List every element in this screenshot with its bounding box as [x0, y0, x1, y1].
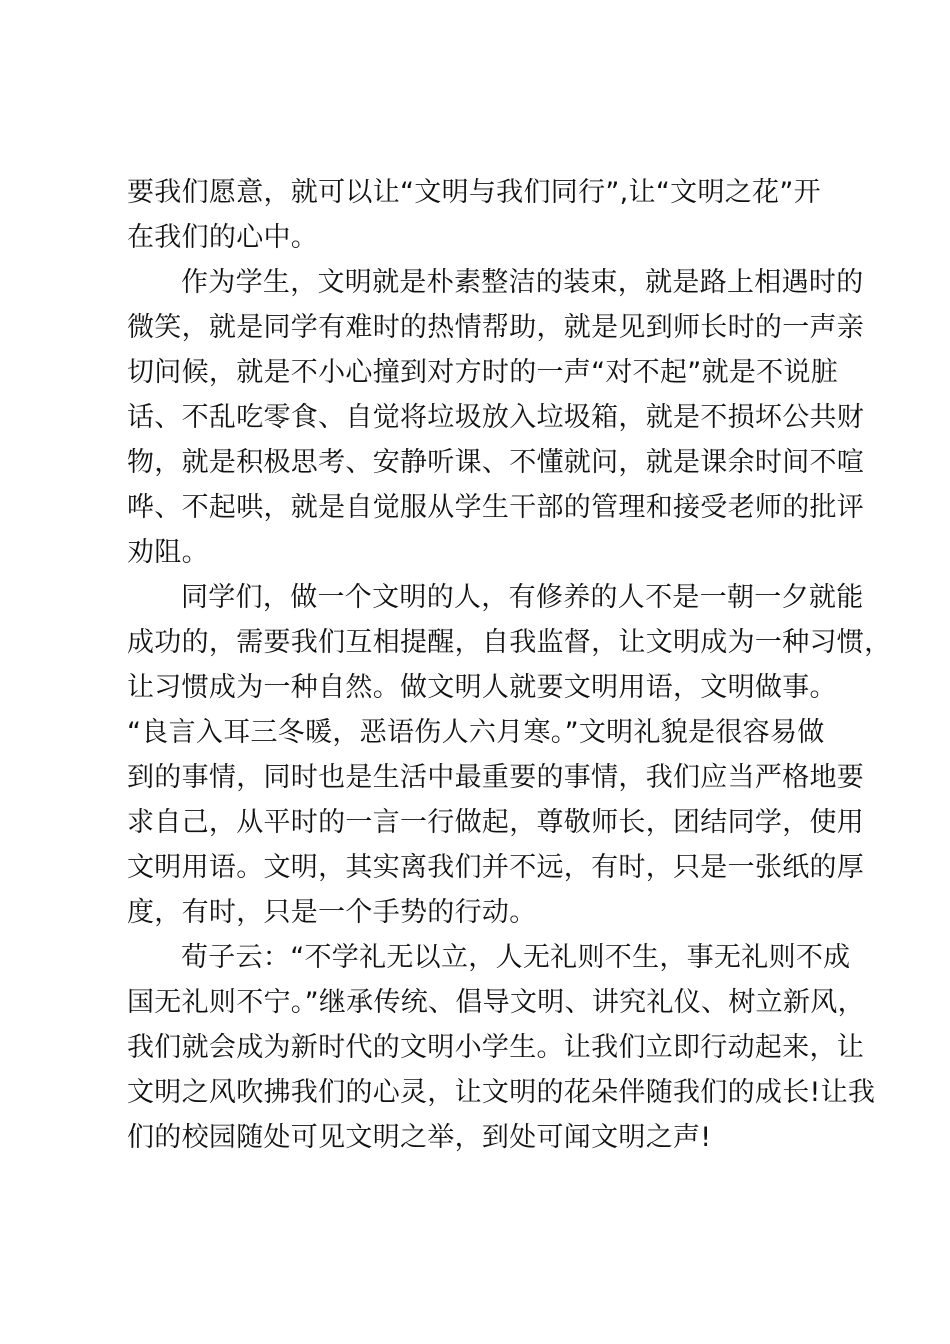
- text-line: 文明用语。文明，其实离我们并不远，有时，只是一张纸的厚: [127, 852, 865, 883]
- text-line-indented: 同学们，做一个文明的人，有修养的人不是一朝一夕就能: [181, 582, 864, 613]
- text-line: 要我们愿意，就可以让“文明与我们同行”,让“文明之花”开: [127, 177, 821, 208]
- text-line-indented: 荀子云：“不学礼无以立，人无礼则不生，事无礼则不成: [181, 942, 851, 973]
- text-line: 在我们的心中。: [127, 222, 319, 253]
- text-line: 切问候，就是不小心撞到对方时的一声“对不起”就是不说脏: [127, 357, 839, 388]
- text-line: 哗、不起哄，就是自觉服从学生干部的管理和接受老师的批评: [127, 492, 865, 523]
- paragraph-2: [127, 260, 865, 575]
- body-text: [127, 170, 892, 1160]
- text-line: 求自己，从平时的一言一行做起，尊敬师长，团结同学，使用: [127, 807, 865, 838]
- text-line: 让习惯成为一种自然。做文明人就要文明用语，文明做事。: [127, 672, 837, 703]
- text-line: 话、不乱吃零食、自觉将垃圾放入垃圾箱，就是不损坏公共财: [127, 402, 865, 433]
- text-line: 物，就是积极思考、安静听课、不懂就问，就是课余时间不喧: [127, 447, 865, 478]
- paragraph-3: [127, 575, 892, 935]
- text-line: 国无礼则不宁。”继承传统、倡导文明、讲究礼仪、树立新风，: [127, 987, 865, 1018]
- text-line: 到的事情，同时也是生活中最重要的事情，我们应当严格地要: [127, 762, 865, 793]
- text-line: 成功的，需要我们互相提醒，自我监督，让文明成为一种习惯，: [127, 627, 892, 658]
- text-line: 文明之风吹拂我们的心灵，让文明的花朵伴随我们的成长!让我: [127, 1077, 876, 1108]
- text-line: 们的校园随处可见文明之举，到处可闻文明之声!: [127, 1122, 712, 1153]
- paragraph-4: [127, 935, 876, 1160]
- text-line: 我们就会成为新时代的文明小学生。让我们立即行动起来，让: [127, 1032, 865, 1063]
- text-line: “良言入耳三冬暖，恶语伤人六月寒。”文明礼貌是很容易做: [127, 717, 825, 748]
- text-line: 劝阻。: [127, 537, 209, 568]
- text-line: 度，有时，只是一个手势的行动。: [127, 897, 537, 928]
- paragraph-1: [127, 170, 837, 260]
- text-line-indented: 作为学生，文明就是朴素整洁的装束，就是路上相遇时的: [181, 267, 864, 298]
- text-line: 微笑，就是同学有难时的热情帮助，就是见到师长时的一声亲: [127, 312, 865, 343]
